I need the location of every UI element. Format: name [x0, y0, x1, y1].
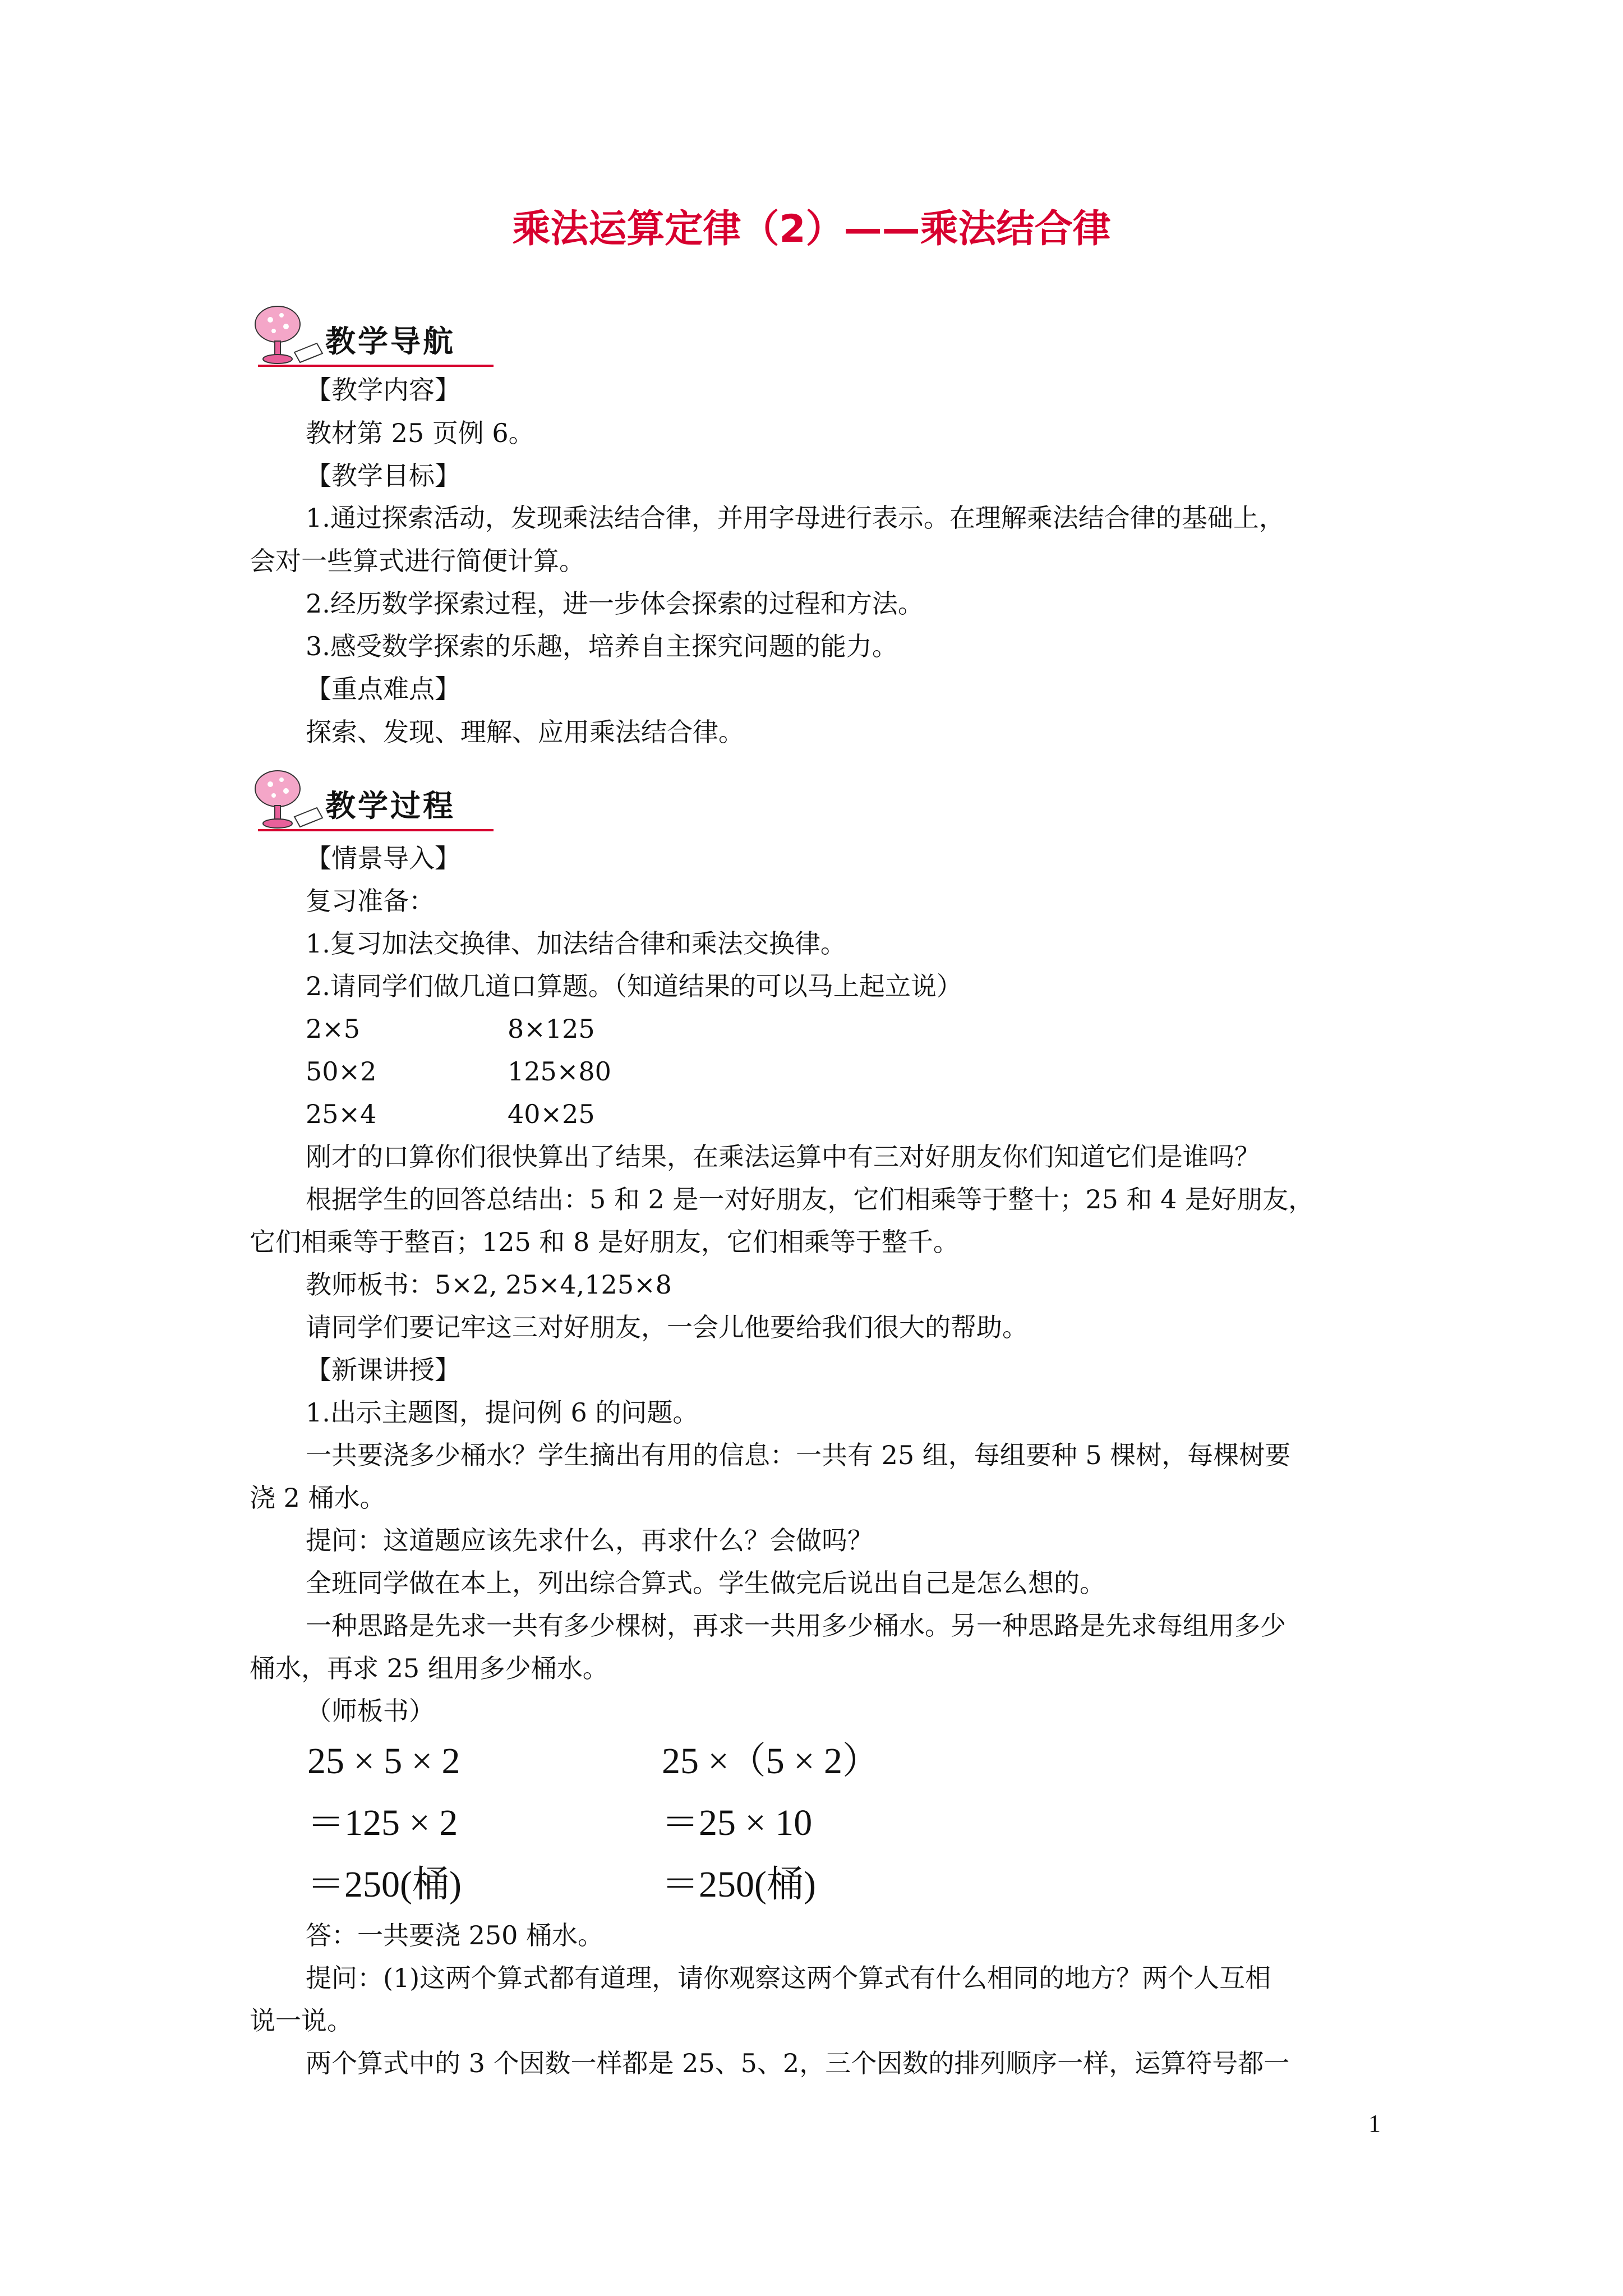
text-line: 【新课讲授】	[306, 1355, 460, 1385]
text-line: 1.复习加法交换律、加法结合律和乘法交换律。	[306, 928, 846, 959]
formula-right-line: ＝250(桶)	[662, 1864, 816, 1905]
text-line: 教师板书：5×2, 25×4,125×8	[306, 1269, 672, 1300]
text-line: 【教学目标】	[306, 461, 460, 491]
oral-item: 50×2	[306, 1056, 377, 1087]
text-line: 说一说。	[250, 2005, 353, 2036]
oral-item: 25×4	[306, 1099, 377, 1129]
text-line: 教材第 25 页例 6。	[306, 418, 534, 448]
formula-right-line: ＝25 × 10	[662, 1802, 813, 1843]
text-line: （师板书）	[306, 1696, 435, 1726]
formula-right-line: 25 ×（5 × 2）	[662, 1741, 879, 1782]
section-label-nav: 教学导航	[325, 324, 455, 359]
formula-left-line: ＝250(桶)	[307, 1864, 462, 1905]
text-line: 【情景导入】	[306, 843, 460, 873]
text-line: 浇 2 桶水。	[250, 1483, 386, 1513]
page-number: 1	[1368, 2110, 1381, 2137]
text-line: 答：一共要浇 250 桶水。	[306, 1920, 604, 1950]
text-line: 两个算式中的 3 个因数一样都是 25、5、2，三个因数的排列顺序一样，运算符号都一	[306, 2048, 1290, 2078]
text-line: 2.经历数学探索过程，进一步体会探索的过程和方法。	[306, 588, 924, 619]
oral-item: 40×25	[508, 1099, 595, 1129]
text-line: 【教学内容】	[306, 375, 460, 405]
text-line: 刚才的口算你们很快算出了结果，在乘法运算中有三对好朋友你们知道它们是谁吗？	[306, 1142, 1260, 1172]
text-line: 会对一些算式进行简便计算。	[250, 546, 585, 576]
text-line: 提问：(1)这两个算式都有道理，请你观察这两个算式有什么相同的地方？两个人互相	[306, 1963, 1271, 1993]
formula-left-line: 25 × 5 × 2	[307, 1741, 460, 1782]
text-line: 探索、发现、理解、应用乘法结合律。	[306, 717, 744, 747]
oral-item: 8×125	[508, 1014, 595, 1044]
text-line: 提问：这道题应该先求什么，再求什么？会做吗？	[306, 1525, 873, 1556]
text-line: 桶水，再求 25 组用多少桶水。	[250, 1653, 608, 1683]
text-line: 一种思路是先求一共有多少棵树，再求一共用多少桶水。另一种思路是先求每组用多少	[306, 1611, 1286, 1641]
text-line: 1.通过探索活动，发现乘法结合律，并用字母进行表示。在理解乘法结合律的基础上，	[306, 503, 1285, 533]
oral-item: 2×5	[306, 1014, 361, 1044]
text-line: 3.感受数学探索的乐趣，培养自主探究问题的能力。	[306, 631, 898, 661]
text-line: 2.请同学们做几道口算题。（知道结果的可以马上起立说）	[306, 971, 962, 1001]
text-line: 全班同学做在本上，列出综合算式。学生做完后说出自己是怎么想的。	[306, 1568, 1105, 1598]
section-label-process: 教学过程	[325, 788, 455, 823]
text-line: 请同学们要记牢这三对好朋友，一会儿他要给我们很大的帮助。	[306, 1312, 1028, 1342]
formula-left-line: ＝125 × 2	[307, 1802, 458, 1843]
page-title: 乘法运算定律（2）——乘法结合律	[512, 207, 1111, 251]
text-line: 复习准备：	[306, 886, 435, 916]
oral-item: 125×80	[508, 1056, 611, 1087]
text-line: 1.出示主题图，提问例 6 的问题。	[306, 1397, 699, 1428]
text-line: 它们相乘等于整百；125 和 8 是好朋友，它们相乘等于整千。	[250, 1227, 959, 1257]
text-line: 【重点难点】	[306, 674, 460, 704]
text-line: 一共要浇多少桶水？学生摘出有用的信息：一共有 25 组，每组要种 5 棵树，每棵树要	[306, 1440, 1291, 1470]
text-line: 根据学生的回答总结出：5 和 2 是一对好朋友，它们相乘等于整十；25 和 4 是好朋友，	[306, 1184, 1315, 1214]
